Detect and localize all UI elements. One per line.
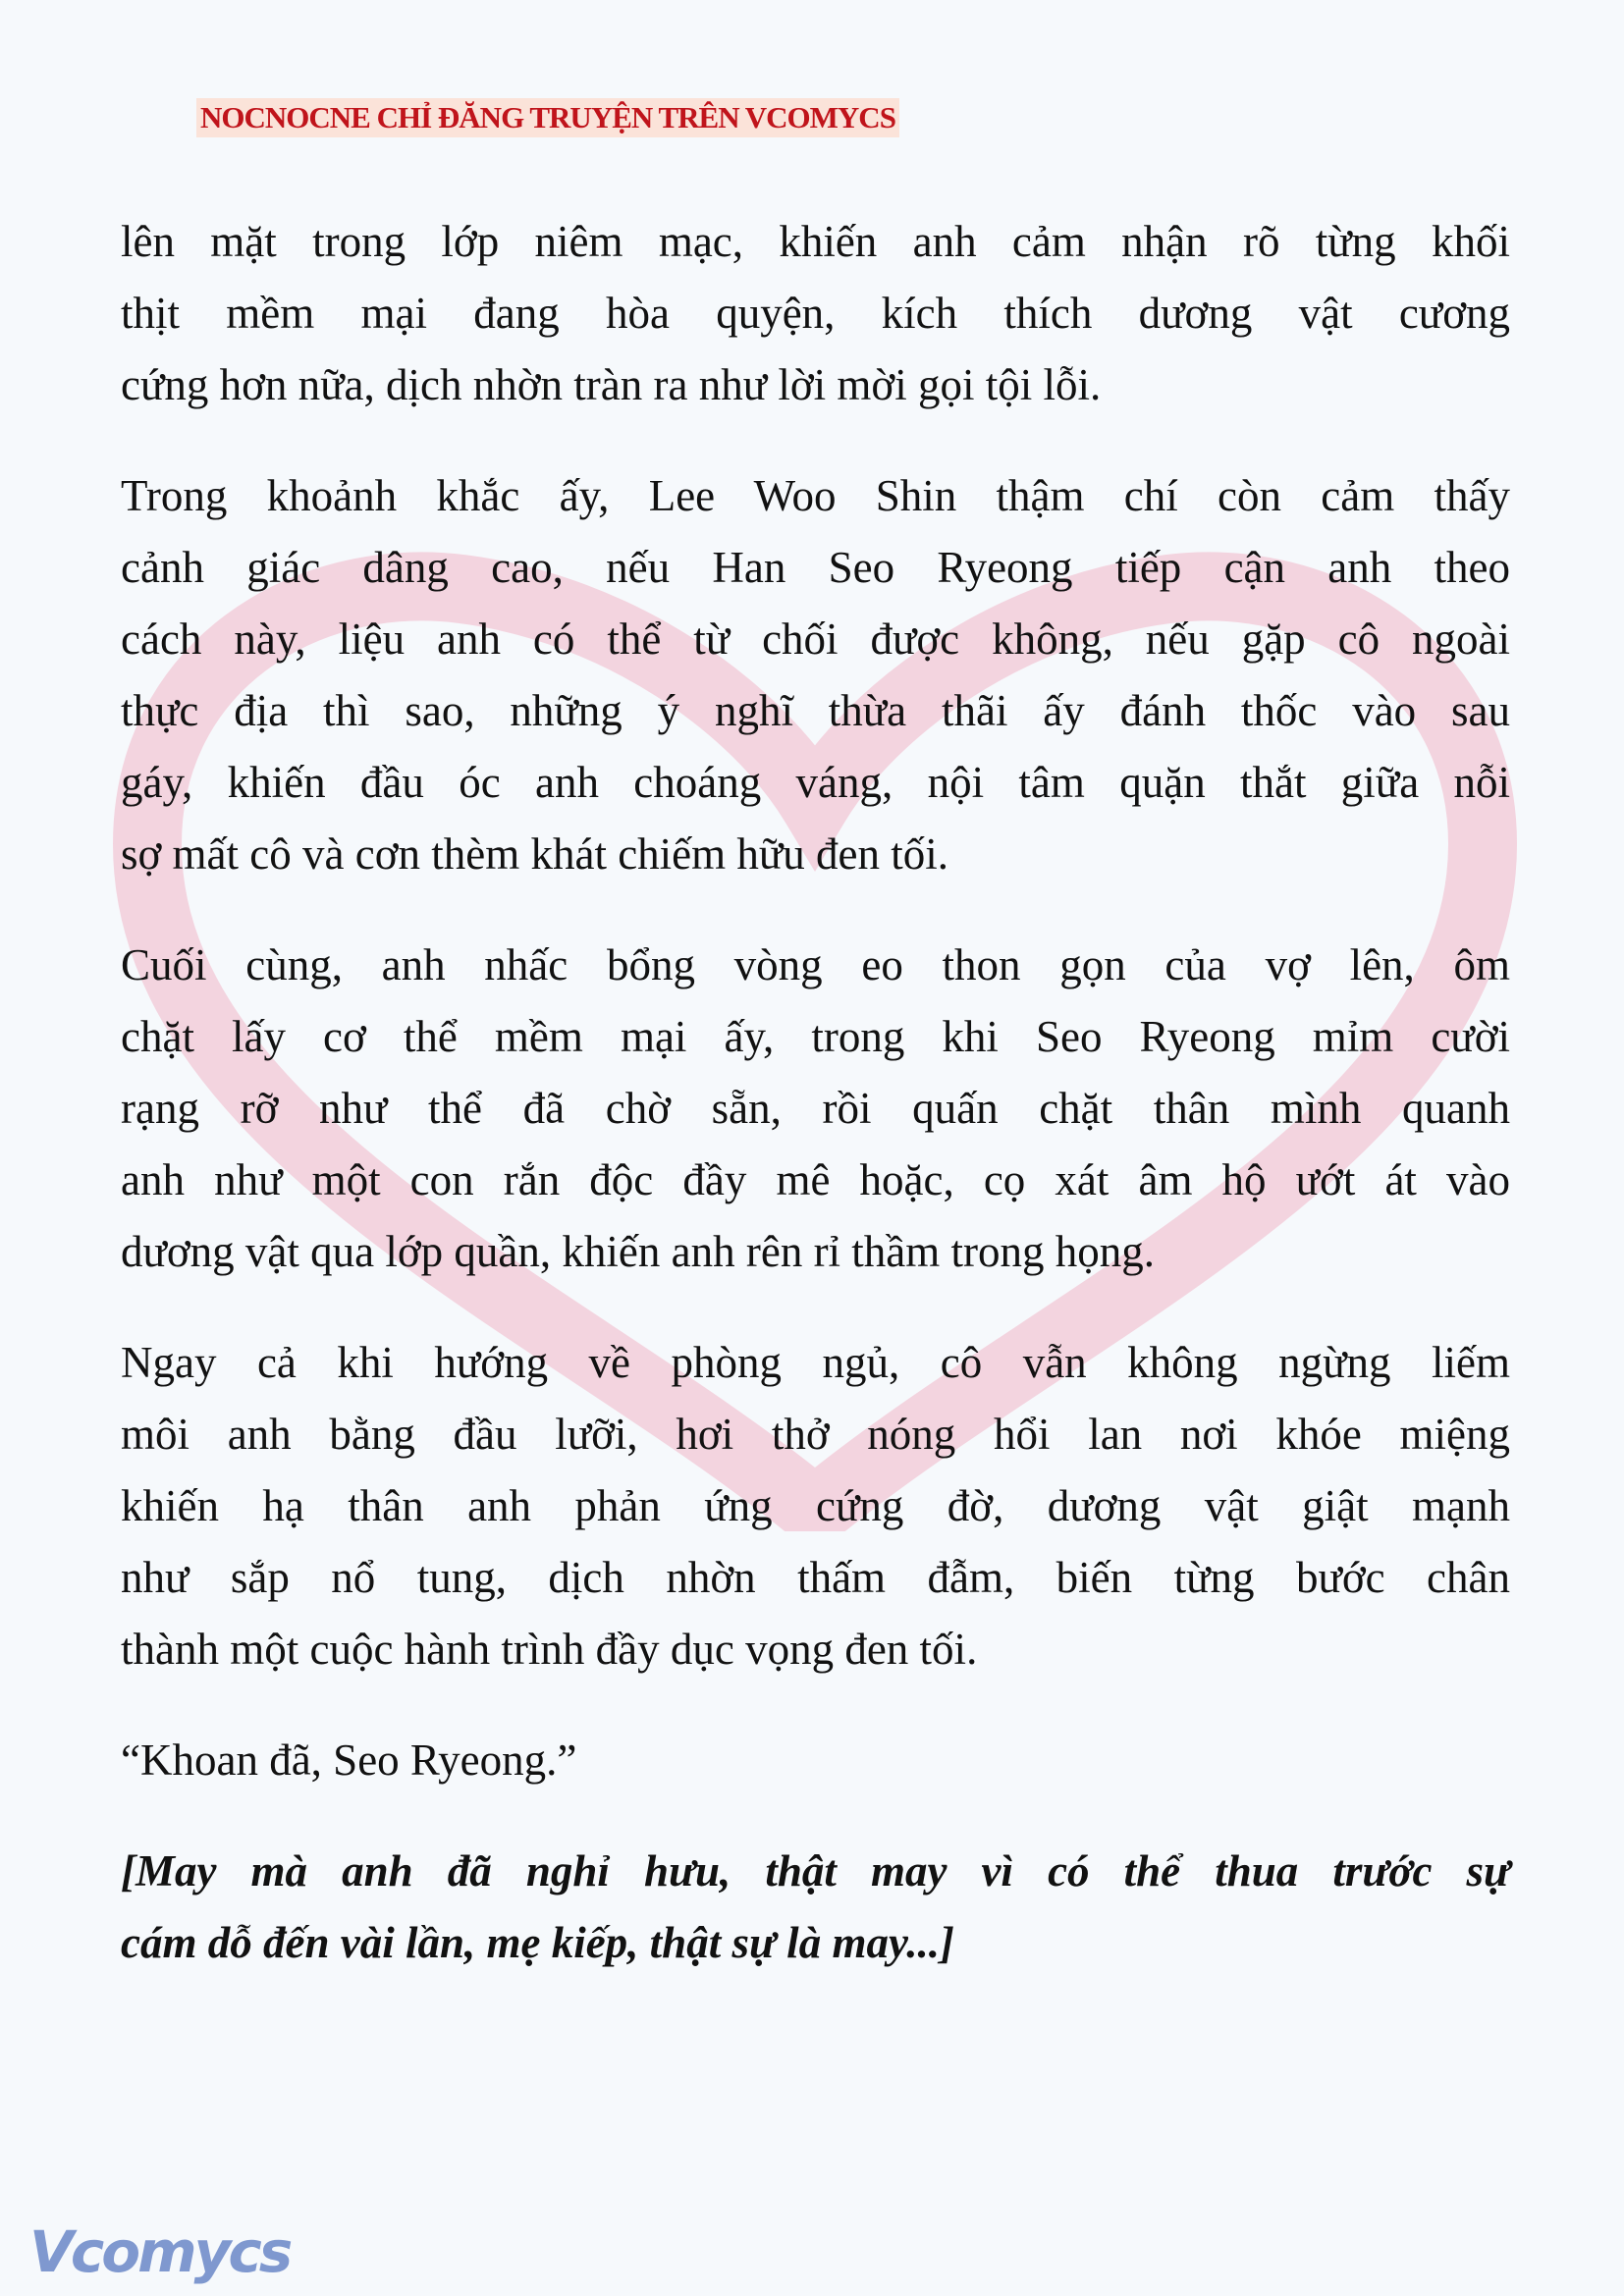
text-line: khiến hạ thân anh phản ứng cứng đờ, dương vật giật mạnh: [121, 1481, 1510, 1530]
text-line: cảnh giác dâng cao, nếu Han Seo Ryeong tiếp cận anh theo: [121, 543, 1510, 592]
text-line: cứng hơn nữa, dịch nhờn tràn ra như lời mời gọi tội lỗi.: [121, 360, 1102, 409]
text-line: môi anh bằng đầu lưỡi, hơi thở nóng hổi lan nơi khóe miệng: [121, 1410, 1510, 1459]
text-line: Trong khoảnh khắc ấy, Lee Woo Shin thậm chí còn cảm thấy: [121, 471, 1510, 520]
text-line: thịt mềm mại đang hòa quyện, kích thích dương vật cương: [121, 289, 1510, 338]
text-line: lên mặt trong lớp niêm mạc, khiến anh cảm nhận rõ từng khối: [121, 217, 1510, 266]
story-paragraph: [121, 1327, 1510, 1685]
text-line: rạng rỡ như thể đã chờ sẵn, rồi quấn chặt thân mình quanh: [121, 1084, 1510, 1133]
text-line: “Khoan đã, Seo Ryeong.”: [121, 1735, 577, 1785]
text-line: như sắp nổ tung, dịch nhờn thấm đẫm, biến từng bước chân: [121, 1553, 1510, 1602]
text-line: sợ mất cô và cơn thèm khát chiếm hữu đen tối.: [121, 829, 949, 879]
site-notice-header: NOCNOCNE CHỈ ĐĂNG TRUYỆN TRÊN VCOMYCS: [196, 98, 899, 137]
text-line: anh như một con rắn độc đầy mê hoặc, cọ xát âm hộ ướt át vào: [121, 1155, 1510, 1204]
text-line: chặt lấy cơ thể mềm mại ấy, trong khi Seo Ryeong mỉm cười: [121, 1012, 1510, 1061]
story-paragraph: [121, 206, 1510, 421]
text-line: [May mà anh đã nghỉ hưu, thật may vì có thể thua trước sự: [121, 1846, 1510, 1896]
text-line: gáy, khiến đầu óc anh choáng váng, nội tâm quặn thắt giữa nỗi: [121, 758, 1510, 807]
text-line: cách này, liệu anh có thể từ chối được không, nếu gặp cô ngoài: [121, 614, 1510, 664]
text-line: dương vật qua lớp quần, khiến anh rên rỉ thầm trong họng.: [121, 1227, 1156, 1276]
inner-thought-paragraph: [121, 1836, 1510, 1979]
text-line: Ngay cả khi hướng về phòng ngủ, cô vẫn không ngừng liếm: [121, 1338, 1510, 1387]
vcomycs-logo: Vcomycs: [29, 2218, 291, 2285]
story-text: [121, 206, 1510, 2018]
text-line: thực địa thì sao, những ý nghĩ thừa thãi ấy đánh thốc vào sau: [121, 686, 1510, 735]
text-line: cám dỗ đến vài lần, mẹ kiếp, thật sự là may...]: [121, 1918, 954, 1967]
text-line: Cuối cùng, anh nhấc bổng vòng eo thon gọn của vợ lên, ôm: [121, 940, 1510, 989]
story-paragraph: [121, 460, 1510, 890]
story-paragraph: [121, 930, 1510, 1288]
story-paragraph: [121, 1725, 1510, 1796]
text-line: thành một cuộc hành trình đầy dục vọng đen tối.: [121, 1625, 978, 1674]
